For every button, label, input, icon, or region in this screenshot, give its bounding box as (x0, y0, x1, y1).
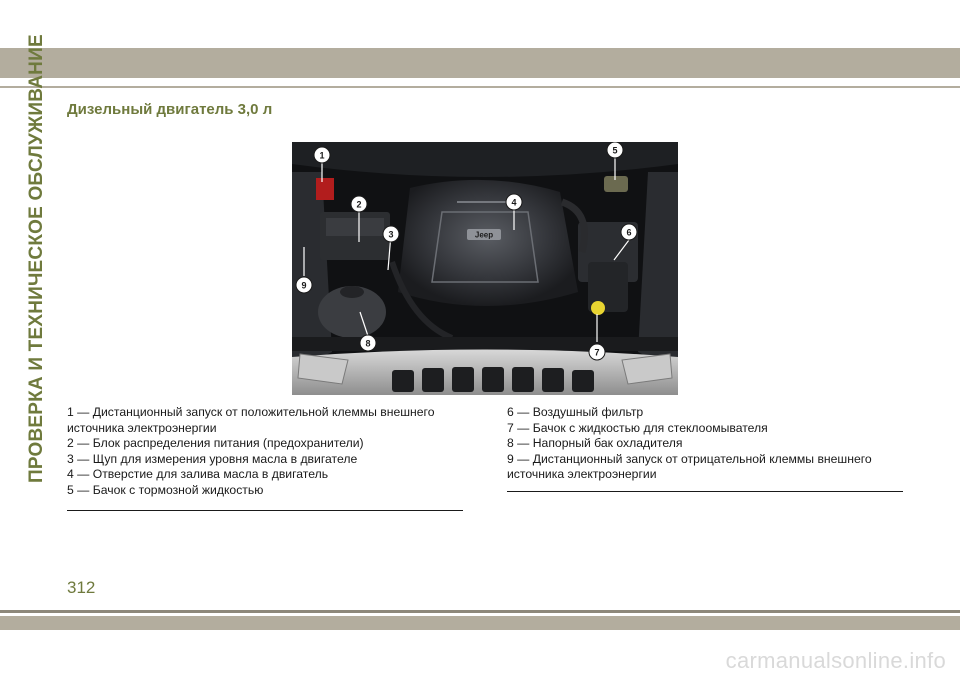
engine-cover (398, 180, 578, 306)
watermark-text: carmanualsonline.info (725, 648, 946, 673)
svg-text:6: 6 (626, 227, 632, 238)
legend-item-9: 9 — Дистанционный запуск от отрицательной клеммы внешнего источника электроэнергии (507, 451, 872, 482)
legend-right-column (507, 405, 903, 483)
legend-item-5: 5 — Бачок с тормозной жидкостью (67, 482, 264, 497)
legend-right-rule (507, 491, 903, 492)
legend-left-column (67, 405, 463, 499)
callout-6 (621, 224, 637, 240)
legend-item-2: 2 — Блок распределения питания (предохранители) (67, 436, 364, 451)
legend-item-1: 1 — Дистанционный запуск от положительной клеммы внешнего источника электроэнергии (67, 405, 435, 435)
svg-text:3: 3 (388, 229, 394, 240)
engine-bay-photo (292, 142, 678, 395)
callout-9 (296, 277, 312, 293)
callout-5 (607, 142, 623, 158)
top-header-rule (0, 86, 960, 88)
svg-text:7: 7 (594, 347, 600, 358)
jeep-badge: Jeep (474, 230, 494, 240)
legend-item-6: 6 — Воздушный фильтр (507, 405, 644, 419)
page-number: 312 (67, 578, 96, 597)
legend-item-3: 3 — Щуп для измерения уровня масла в двигателе (67, 451, 358, 466)
top-header-band (0, 48, 960, 78)
bottom-band (0, 616, 960, 630)
callout-3 (383, 226, 399, 242)
callout-7 (589, 344, 605, 360)
callout-8 (360, 335, 376, 351)
callout-1 (314, 147, 330, 163)
callout-2 (351, 196, 367, 212)
svg-text:5: 5 (612, 145, 618, 156)
svg-text:4: 4 (511, 197, 517, 208)
chapter-side-title: ПРОВЕРКА И ТЕХНИЧЕСКОЕ ОБСЛУЖИВАНИЕ (26, 34, 47, 483)
legend-item-8: 8 — Напорный бак охладителя (507, 436, 683, 451)
svg-text:9: 9 (301, 280, 307, 291)
svg-text:1: 1 (319, 150, 325, 161)
svg-text:2: 2 (356, 199, 362, 210)
svg-text:8: 8 (365, 338, 371, 349)
legend-left-rule (67, 510, 463, 511)
callout-4 (506, 194, 522, 210)
bottom-rule (0, 610, 960, 613)
legend-item-4: 4 — Отверстие для залива масла в двигатель (67, 467, 329, 482)
legend-item-7: 7 — Бачок с жидкостью для стеклоомывателя (507, 420, 768, 435)
section-title: Дизельный двигатель 3,0 л (67, 101, 273, 118)
